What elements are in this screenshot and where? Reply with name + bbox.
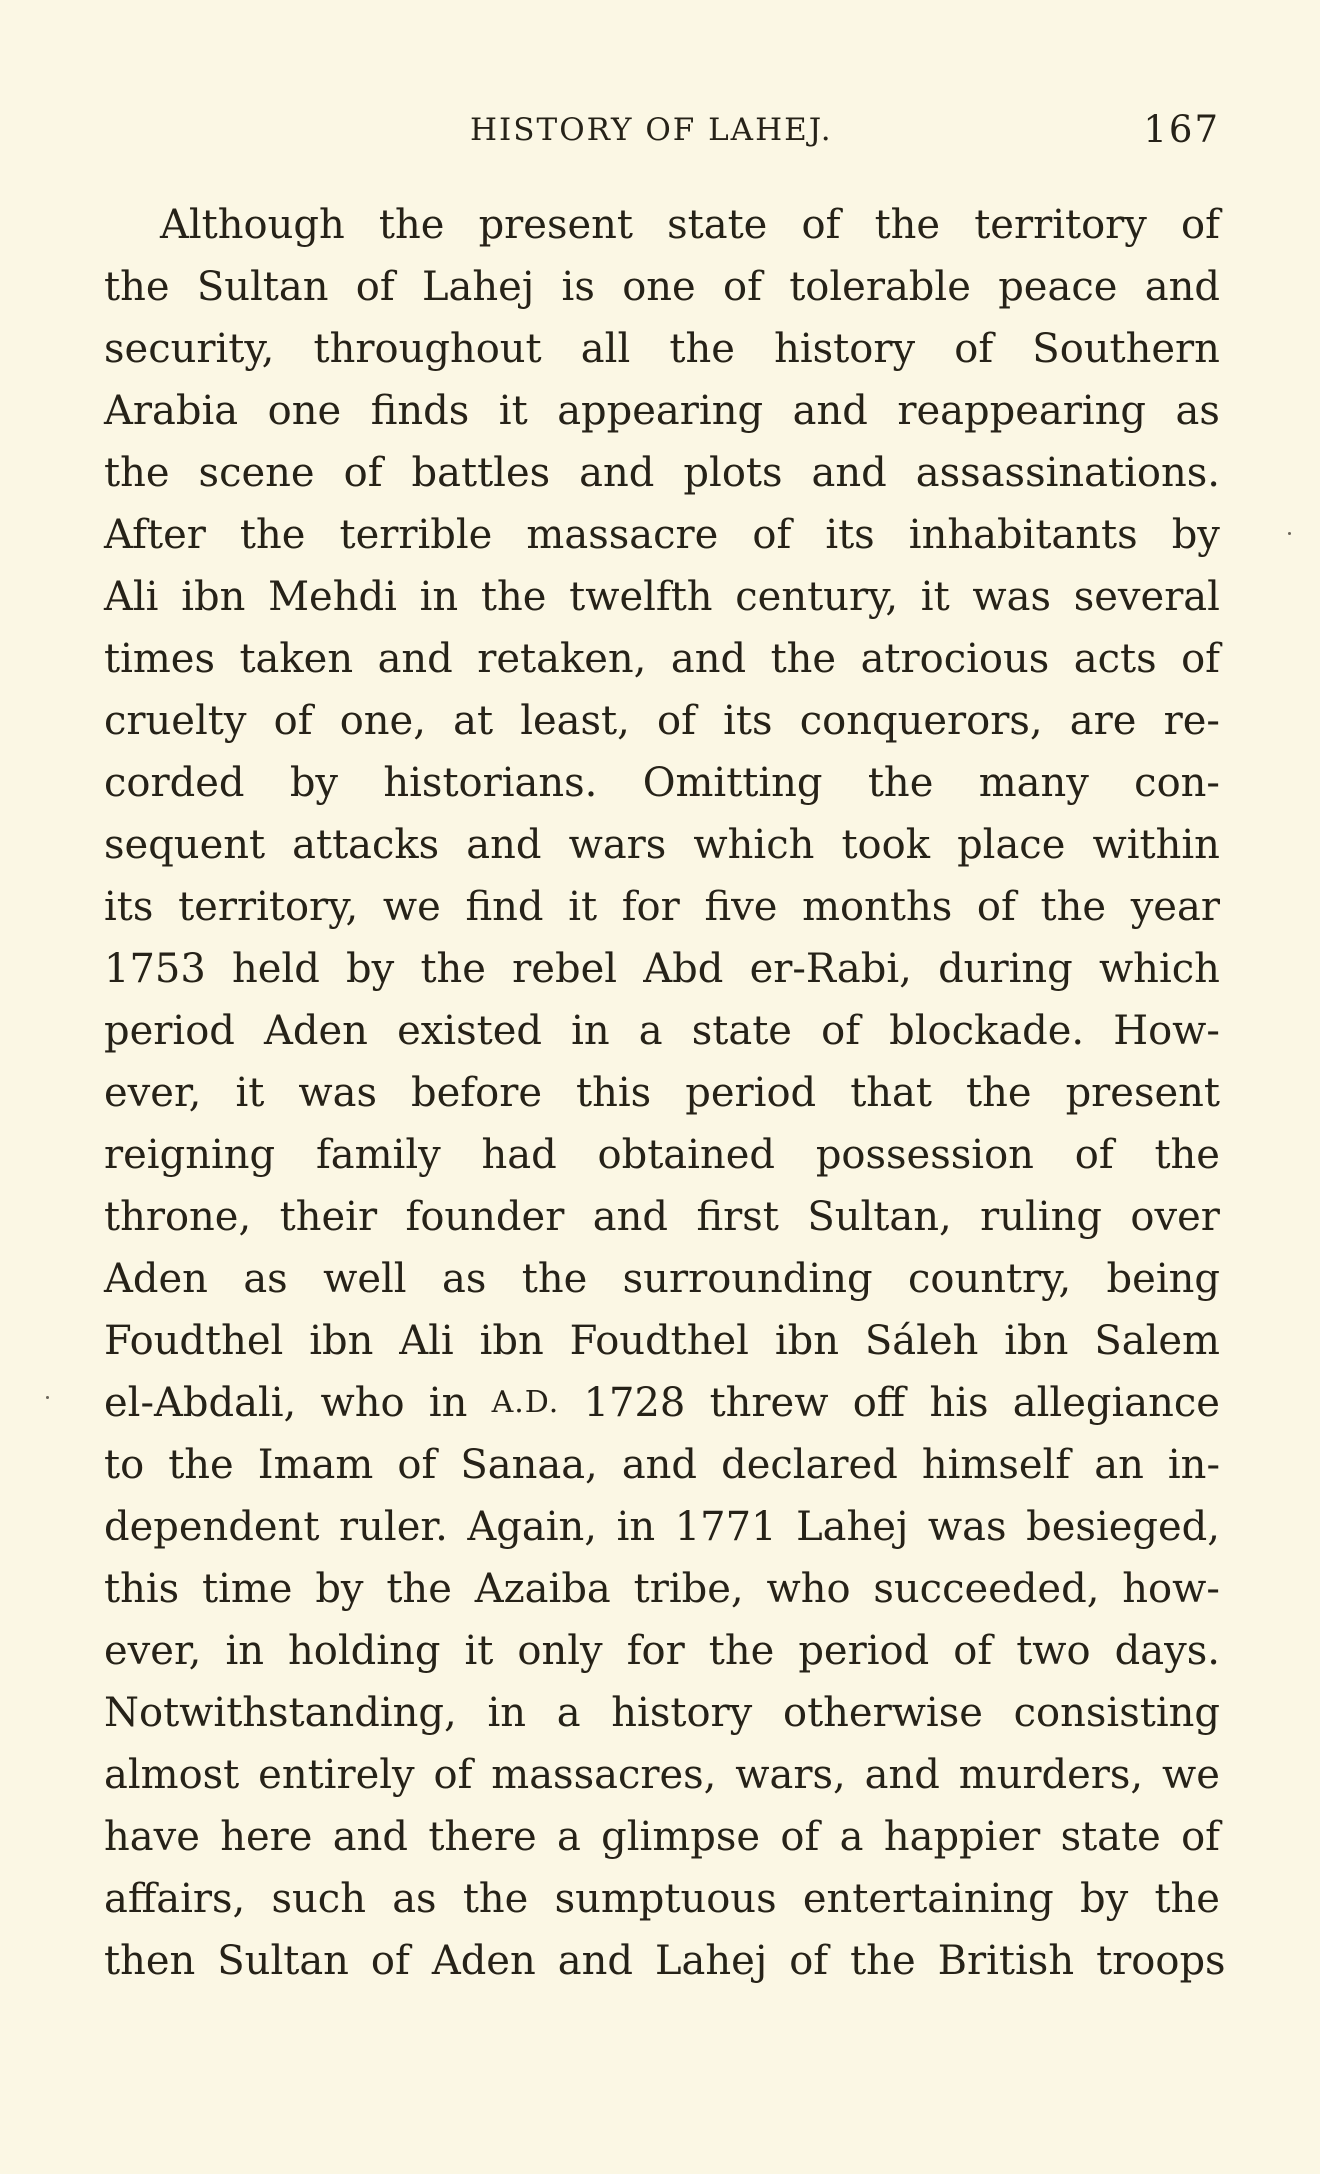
word: appearing bbox=[557, 388, 764, 434]
word: for bbox=[626, 1628, 685, 1674]
word: first bbox=[696, 1194, 779, 1240]
word: its bbox=[104, 884, 154, 930]
word: at bbox=[453, 698, 494, 744]
word: the bbox=[462, 1876, 529, 1922]
word: 1771 bbox=[674, 1504, 777, 1550]
word: massacre bbox=[526, 512, 719, 558]
word: in bbox=[616, 1504, 656, 1550]
word: its bbox=[825, 512, 875, 558]
word: Lahej bbox=[421, 264, 535, 310]
text-line bbox=[104, 1682, 1220, 1744]
word: ibn bbox=[774, 1318, 840, 1364]
text-line bbox=[104, 1868, 1220, 1930]
body-text bbox=[104, 194, 1226, 1992]
word: history bbox=[611, 1690, 753, 1736]
word: period bbox=[104, 1008, 235, 1054]
word: and bbox=[811, 450, 887, 496]
word: ibn bbox=[181, 574, 246, 620]
word: obtained bbox=[597, 1132, 775, 1178]
word: this bbox=[104, 1566, 180, 1612]
word: massacres, bbox=[491, 1752, 717, 1798]
word: history bbox=[774, 326, 916, 372]
word: rebel bbox=[512, 946, 618, 992]
page-number: 167 bbox=[1143, 108, 1220, 151]
word: and bbox=[1144, 264, 1220, 310]
word: and bbox=[579, 450, 655, 496]
word: which bbox=[1098, 946, 1220, 992]
word: months bbox=[802, 884, 953, 930]
word: territory, bbox=[178, 884, 359, 930]
word: and bbox=[557, 1938, 633, 1984]
word: atrocious bbox=[860, 636, 1050, 682]
word: Salem bbox=[1094, 1318, 1220, 1364]
word: of bbox=[355, 264, 395, 310]
word: the bbox=[386, 1566, 452, 1612]
word: ibn bbox=[479, 1318, 544, 1364]
word: himself bbox=[921, 1442, 1071, 1488]
word: a bbox=[839, 1814, 864, 1860]
word: battles bbox=[411, 450, 551, 496]
word: ever, bbox=[104, 1070, 202, 1116]
word: Omitting bbox=[642, 760, 823, 806]
word: period bbox=[798, 1628, 930, 1674]
word: it bbox=[235, 1070, 265, 1116]
word: there bbox=[428, 1814, 537, 1860]
word: sequent bbox=[104, 822, 266, 868]
word: Aden bbox=[431, 1938, 536, 1984]
word: possession bbox=[815, 1132, 1034, 1178]
word: only bbox=[517, 1628, 603, 1674]
text-line bbox=[104, 1372, 1220, 1434]
word: the bbox=[708, 1628, 775, 1674]
word: of bbox=[789, 1938, 829, 1984]
word: within bbox=[1092, 822, 1220, 868]
word: retaken, bbox=[477, 636, 647, 682]
word: A.D. bbox=[491, 1385, 560, 1420]
text-line bbox=[104, 690, 1220, 752]
word: the bbox=[104, 450, 170, 496]
word: it bbox=[568, 884, 598, 930]
word: the bbox=[168, 1442, 234, 1488]
word: many bbox=[978, 760, 1089, 806]
word: the bbox=[480, 574, 547, 620]
word: present bbox=[1065, 1070, 1220, 1116]
word: and bbox=[621, 1442, 698, 1488]
text-line bbox=[104, 1496, 1220, 1558]
word: dependent bbox=[104, 1504, 320, 1550]
word: during bbox=[938, 946, 1073, 992]
word: country, bbox=[907, 1256, 1072, 1302]
word: who bbox=[320, 1380, 405, 1426]
word: of bbox=[1074, 1132, 1114, 1178]
word: scene bbox=[198, 450, 315, 496]
text-line bbox=[104, 318, 1220, 380]
word: as bbox=[392, 1876, 437, 1922]
word: in bbox=[225, 1628, 264, 1674]
word: held bbox=[232, 946, 320, 992]
margin-mark bbox=[46, 1396, 49, 1399]
word: Mehdi bbox=[268, 574, 397, 620]
word: holding bbox=[288, 1628, 441, 1674]
text-line bbox=[104, 628, 1220, 690]
word: off bbox=[852, 1380, 906, 1426]
word: state bbox=[667, 202, 768, 248]
word: troops bbox=[1096, 1938, 1226, 1984]
word: and bbox=[466, 822, 542, 868]
word: its bbox=[723, 698, 773, 744]
word: reappearing bbox=[897, 388, 1146, 434]
word: have bbox=[104, 1814, 200, 1860]
word: by bbox=[289, 760, 339, 806]
word: ibn bbox=[1004, 1318, 1069, 1364]
word: days. bbox=[1114, 1628, 1220, 1674]
word: almost bbox=[104, 1752, 240, 1798]
word: which bbox=[693, 822, 815, 868]
word: of bbox=[752, 512, 792, 558]
word: 1753 bbox=[104, 946, 206, 992]
word: glimpse bbox=[601, 1814, 761, 1860]
word: entirely bbox=[258, 1752, 415, 1798]
word: reigning bbox=[104, 1132, 276, 1178]
word: peace bbox=[998, 264, 1118, 310]
word: that bbox=[850, 1070, 932, 1116]
word: to bbox=[104, 1442, 145, 1488]
word: tribe, bbox=[633, 1566, 744, 1612]
word: allegiance bbox=[1012, 1380, 1220, 1426]
word: the bbox=[1154, 1876, 1220, 1922]
word: in bbox=[419, 574, 459, 620]
running-title: HISTORY OF LAHEJ. bbox=[470, 112, 833, 148]
word: this bbox=[576, 1070, 652, 1116]
word: of bbox=[397, 1442, 437, 1488]
word: it bbox=[498, 388, 528, 434]
word: Lahej bbox=[654, 1938, 768, 1984]
word: consisting bbox=[1013, 1690, 1220, 1736]
word: and bbox=[792, 388, 868, 434]
word: times bbox=[104, 636, 215, 682]
word: one, bbox=[339, 698, 426, 744]
word: the bbox=[521, 1256, 588, 1302]
text-line bbox=[104, 1248, 1220, 1310]
word: of bbox=[821, 1008, 860, 1054]
word: Ali bbox=[399, 1318, 454, 1364]
word: entertaining bbox=[802, 1876, 1054, 1922]
text-line bbox=[104, 1744, 1220, 1806]
text-line bbox=[104, 256, 1220, 318]
word: and bbox=[332, 1814, 408, 1860]
word: wars bbox=[568, 822, 667, 868]
word: blockade. bbox=[889, 1008, 1085, 1054]
word: a bbox=[638, 1008, 663, 1054]
word: such bbox=[271, 1876, 366, 1922]
word: by bbox=[346, 946, 395, 992]
word: several bbox=[1073, 574, 1220, 620]
word: of bbox=[723, 264, 762, 310]
word: Aden bbox=[104, 1256, 208, 1302]
word: taken bbox=[239, 636, 354, 682]
word: security, bbox=[104, 326, 275, 372]
word: ibn bbox=[309, 1318, 374, 1364]
word: all bbox=[580, 326, 631, 372]
text-line bbox=[104, 814, 1220, 876]
text-line bbox=[104, 442, 1220, 504]
text-line bbox=[104, 1062, 1220, 1124]
word: Aden bbox=[264, 1008, 368, 1054]
word: territory bbox=[974, 202, 1147, 248]
word: inhabitants bbox=[908, 512, 1138, 558]
margin-mark bbox=[1288, 532, 1291, 535]
word: the bbox=[850, 1938, 916, 1984]
word: murders, bbox=[958, 1752, 1144, 1798]
word: here bbox=[220, 1814, 313, 1860]
word: as bbox=[1175, 388, 1220, 434]
word: as bbox=[243, 1256, 288, 1302]
word: in bbox=[487, 1690, 526, 1736]
text-line bbox=[104, 194, 1220, 256]
word: re- bbox=[1163, 698, 1220, 744]
word: acts bbox=[1073, 636, 1157, 682]
word: 1728 bbox=[583, 1380, 686, 1426]
word: was bbox=[972, 574, 1051, 620]
text-line bbox=[104, 752, 1220, 814]
word: assassinations. bbox=[915, 450, 1220, 496]
word: five bbox=[704, 884, 778, 930]
word: the bbox=[867, 760, 934, 806]
word: is bbox=[561, 264, 595, 310]
word: sumptuous bbox=[554, 1876, 777, 1922]
word: and bbox=[670, 636, 747, 682]
word: cruelty bbox=[104, 698, 247, 744]
word: Again, bbox=[467, 1504, 597, 1550]
word: his bbox=[929, 1380, 989, 1426]
text-line bbox=[104, 566, 1220, 628]
text-line bbox=[104, 1930, 1226, 1992]
word: Abd bbox=[643, 946, 724, 992]
word: Foudthel bbox=[104, 1318, 284, 1364]
word: finds bbox=[370, 388, 470, 434]
word: time bbox=[202, 1566, 293, 1612]
word: Arabia bbox=[104, 388, 239, 434]
word: over bbox=[1130, 1194, 1220, 1240]
word: one bbox=[267, 388, 342, 434]
word: state bbox=[1060, 1814, 1161, 1860]
word: Sultan bbox=[217, 1938, 349, 1984]
word: the bbox=[420, 946, 486, 992]
word: historians. bbox=[383, 760, 598, 806]
word: who bbox=[766, 1566, 851, 1612]
word: British bbox=[937, 1938, 1075, 1984]
word: we bbox=[382, 884, 441, 930]
word: of bbox=[433, 1752, 473, 1798]
word: are bbox=[1069, 698, 1137, 744]
word: of bbox=[1181, 636, 1220, 682]
word: con- bbox=[1134, 760, 1220, 806]
word: then bbox=[104, 1938, 196, 1984]
word: by bbox=[1171, 512, 1220, 558]
word: as bbox=[441, 1256, 487, 1302]
word: affairs, bbox=[104, 1876, 246, 1922]
word: throne, bbox=[104, 1194, 252, 1240]
word: family bbox=[315, 1132, 441, 1178]
word: and bbox=[377, 636, 453, 682]
word: wars, bbox=[735, 1752, 846, 1798]
word: the bbox=[770, 636, 837, 682]
word: er-Rabi, bbox=[749, 946, 912, 992]
word: Lahej bbox=[796, 1504, 909, 1550]
word: a bbox=[556, 1814, 581, 1860]
text-line bbox=[104, 504, 1220, 566]
word: founder bbox=[405, 1194, 565, 1240]
word: of bbox=[343, 450, 383, 496]
word: of bbox=[1181, 1814, 1220, 1860]
word: in- bbox=[1167, 1442, 1220, 1488]
word: How- bbox=[1113, 1008, 1220, 1054]
word: happier bbox=[883, 1814, 1041, 1860]
word: Ali bbox=[104, 574, 159, 620]
word: had bbox=[481, 1132, 557, 1178]
word: least, bbox=[520, 698, 630, 744]
word: el-Abdali, bbox=[104, 1380, 297, 1426]
word: and bbox=[592, 1194, 668, 1240]
word: and bbox=[864, 1752, 940, 1798]
text-line bbox=[104, 938, 1220, 1000]
word: of bbox=[1181, 202, 1220, 248]
word: year bbox=[1130, 884, 1220, 930]
word: the bbox=[239, 512, 306, 558]
text-line bbox=[104, 1806, 1220, 1868]
text-line bbox=[104, 1620, 1220, 1682]
word: the bbox=[966, 1070, 1032, 1116]
word: the bbox=[1040, 884, 1107, 930]
word: Sultan bbox=[196, 264, 329, 310]
word: find bbox=[465, 884, 544, 930]
word: century, bbox=[735, 574, 899, 620]
word: of bbox=[953, 1628, 993, 1674]
word: an bbox=[1094, 1442, 1144, 1488]
text-line bbox=[104, 1310, 1220, 1372]
text-line bbox=[104, 1558, 1220, 1620]
text-line bbox=[104, 380, 1220, 442]
word: a bbox=[556, 1690, 581, 1736]
word: period bbox=[685, 1070, 817, 1116]
word: it bbox=[920, 574, 950, 620]
text-line bbox=[104, 876, 1220, 938]
word: the bbox=[1154, 1132, 1220, 1178]
word: being bbox=[1106, 1256, 1220, 1302]
word: state bbox=[691, 1008, 792, 1054]
word: tolerable bbox=[789, 264, 971, 310]
word: the bbox=[669, 326, 735, 372]
word: twelfth bbox=[569, 574, 713, 620]
word: of bbox=[780, 1814, 820, 1860]
word: it bbox=[464, 1628, 494, 1674]
word: how- bbox=[1122, 1566, 1220, 1612]
text-line bbox=[104, 1186, 1220, 1248]
word: ever, bbox=[104, 1628, 202, 1674]
word: attacks bbox=[292, 822, 440, 868]
word: the bbox=[874, 202, 941, 248]
word: Although bbox=[160, 202, 345, 248]
word: of bbox=[370, 1938, 410, 1984]
word: conquerors, bbox=[799, 698, 1043, 744]
word: we bbox=[1162, 1752, 1220, 1798]
word: in bbox=[571, 1008, 610, 1054]
word: surrounding bbox=[622, 1256, 873, 1302]
word: Sultan, bbox=[807, 1194, 952, 1240]
word: otherwise bbox=[782, 1690, 983, 1736]
word: terrible bbox=[339, 512, 493, 558]
word: the bbox=[104, 264, 170, 310]
word: corded bbox=[104, 760, 245, 806]
text-line bbox=[104, 1124, 1220, 1186]
word: well bbox=[323, 1256, 407, 1302]
text-line bbox=[104, 1000, 1220, 1062]
word: succeeded, bbox=[873, 1566, 1100, 1612]
running-head bbox=[104, 108, 1220, 152]
word: declared bbox=[721, 1442, 898, 1488]
word: two bbox=[1016, 1628, 1091, 1674]
text-line bbox=[104, 1434, 1220, 1496]
word: Sanaa, bbox=[460, 1442, 598, 1488]
word: Foudthel bbox=[569, 1318, 749, 1364]
word: Notwithstanding, bbox=[104, 1690, 457, 1736]
word: of bbox=[954, 326, 994, 372]
word: by bbox=[315, 1566, 364, 1612]
word: took bbox=[841, 822, 930, 868]
word: place bbox=[957, 822, 1066, 868]
word: one bbox=[622, 264, 696, 310]
word: before bbox=[411, 1070, 542, 1116]
word: the bbox=[378, 202, 445, 248]
word: besieged, bbox=[1026, 1504, 1220, 1550]
word: of bbox=[273, 698, 313, 744]
word: throughout bbox=[313, 326, 542, 372]
word: ruler. bbox=[339, 1504, 448, 1550]
word: of bbox=[976, 884, 1016, 930]
word: in bbox=[428, 1380, 468, 1426]
word: was bbox=[298, 1070, 377, 1116]
word: present bbox=[478, 202, 633, 248]
word: Sáleh bbox=[864, 1318, 979, 1364]
word: plots bbox=[683, 450, 783, 496]
word: of bbox=[657, 698, 696, 744]
word: existed bbox=[397, 1008, 542, 1054]
word: was bbox=[927, 1504, 1007, 1550]
word: Imam bbox=[257, 1442, 374, 1488]
word: Azaiba bbox=[474, 1566, 611, 1612]
word: their bbox=[279, 1194, 378, 1240]
word: by bbox=[1080, 1876, 1129, 1922]
word: ruling bbox=[980, 1194, 1102, 1240]
word: Southern bbox=[1032, 326, 1220, 372]
word: After bbox=[104, 512, 206, 558]
word: for bbox=[621, 884, 680, 930]
word: threw bbox=[709, 1380, 829, 1426]
word: of bbox=[801, 202, 841, 248]
